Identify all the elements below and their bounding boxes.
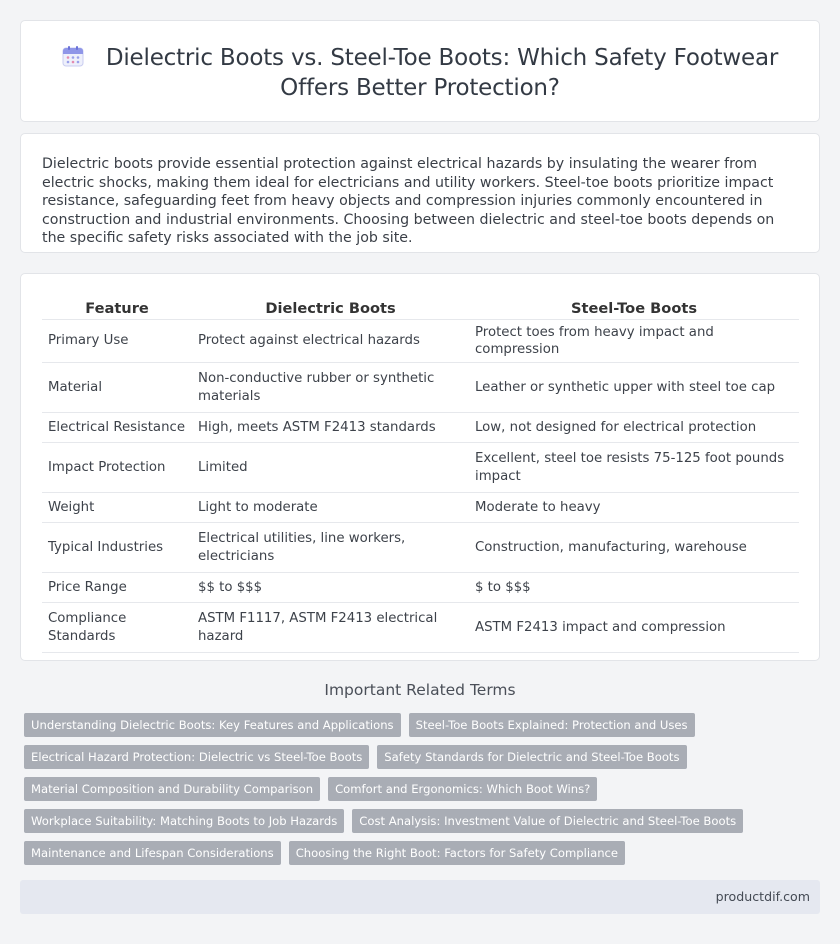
- row-feature: Material: [42, 362, 192, 412]
- row-dielectric: Electrical utilities, line workers, electricians: [192, 522, 469, 572]
- row-dielectric: $$ to $$$: [192, 572, 469, 602]
- comparison-table: [42, 296, 799, 653]
- related-term-tag[interactable]: Electrical Hazard Protection: Dielectric vs Steel-Toe Boots: [24, 745, 369, 769]
- row-dielectric: Protect against electrical hazards: [192, 319, 469, 362]
- header-card: [20, 20, 820, 122]
- footer: [20, 880, 820, 914]
- row-steel-toe: Protect toes from heavy impact and compression: [469, 319, 799, 362]
- row-dielectric: Non-conductive rubber or synthetic materials: [192, 362, 469, 412]
- tag-row: [24, 841, 724, 865]
- row-steel-toe: Moderate to heavy: [469, 492, 799, 522]
- related-terms-heading: Important Related Terms: [324, 681, 516, 699]
- related-term-tag[interactable]: Understanding Dielectric Boots: Key Features and Applications: [24, 713, 401, 737]
- related-terms-list: [24, 713, 737, 873]
- row-steel-toe: Excellent, steel toe resists 75-125 foot pounds impact: [469, 442, 799, 492]
- row-steel-toe: Low, not designed for electrical protection: [469, 412, 799, 442]
- related-term-tag[interactable]: Material Composition and Durability Comparison: [24, 777, 320, 801]
- row-steel-toe: $ to $$$: [469, 572, 799, 602]
- row-feature: Impact Protection: [42, 442, 192, 492]
- table-header-row: [42, 296, 799, 319]
- row-steel-toe: Construction, manufacturing, warehouse: [469, 522, 799, 572]
- row-dielectric: Light to moderate: [192, 492, 469, 522]
- table-row: [42, 522, 799, 572]
- intro-card: [20, 133, 820, 253]
- tag-row: [24, 713, 724, 737]
- tag-row: [24, 809, 737, 833]
- table-row: [42, 572, 799, 602]
- row-feature: Price Range: [42, 572, 192, 602]
- row-feature: Electrical Resistance: [42, 412, 192, 442]
- header-steel-toe: Steel-Toe Boots: [469, 296, 799, 319]
- title-line-2: Offers Better Protection?: [280, 75, 560, 101]
- footer-site-link[interactable]: productdif.com: [715, 889, 810, 904]
- header-dielectric: Dielectric Boots: [192, 296, 469, 319]
- table-row: [42, 319, 799, 362]
- related-term-tag[interactable]: Workplace Suitability: Matching Boots to Job Hazards: [24, 809, 344, 833]
- comparison-card: [20, 273, 820, 661]
- table-row: [42, 362, 799, 412]
- row-dielectric: High, meets ASTM F2413 standards: [192, 412, 469, 442]
- related-term-tag[interactable]: Steel-Toe Boots Explained: Protection and Uses: [409, 713, 695, 737]
- row-feature: Typical Industries: [42, 522, 192, 572]
- row-dielectric: ASTM F1117, ASTM F2413 electrical hazard: [192, 602, 469, 652]
- row-steel-toe: Leather or synthetic upper with steel toe cap: [469, 362, 799, 412]
- related-term-tag[interactable]: Maintenance and Lifespan Considerations: [24, 841, 281, 865]
- header-feature: Feature: [42, 296, 192, 319]
- related-term-tag[interactable]: Safety Standards for Dielectric and Steel-Toe Boots: [377, 745, 686, 769]
- calendar-icon: [62, 45, 84, 67]
- row-dielectric: Limited: [192, 442, 469, 492]
- related-term-tag[interactable]: Cost Analysis: Investment Value of Dielectric and Steel-Toe Boots: [352, 809, 743, 833]
- title-line-1: Dielectric Boots vs. Steel-Toe Boots: Which Safety Footwear: [105, 45, 779, 71]
- row-feature: Primary Use: [42, 319, 192, 362]
- table-row: [42, 412, 799, 442]
- row-feature: Weight: [42, 492, 192, 522]
- page-title: [21, 43, 819, 103]
- table-row: [42, 442, 799, 492]
- row-feature: Compliance Standards: [42, 602, 192, 652]
- intro-paragraph: Dielectric boots provide essential protection against electrical hazards by insulating the wearer from electric shocks, making them ideal for electricians and utility workers. Steel-toe boots prioritize impact resistance, safeguarding feet from heavy objects and compression injuries commonly encountered in construction and industrial environments. Choosing between dielectric and steel-toe boots depends on the specific safety risks associated with the job site.: [42, 156, 775, 246]
- tag-row: [24, 745, 724, 769]
- table-row: [42, 602, 799, 652]
- related-term-tag[interactable]: Choosing the Right Boot: Factors for Safety Compliance: [289, 841, 625, 865]
- row-steel-toe: ASTM F2413 impact and compression: [469, 602, 799, 652]
- tag-row: [24, 777, 724, 801]
- related-term-tag[interactable]: Comfort and Ergonomics: Which Boot Wins?: [328, 777, 597, 801]
- table-row: [42, 492, 799, 522]
